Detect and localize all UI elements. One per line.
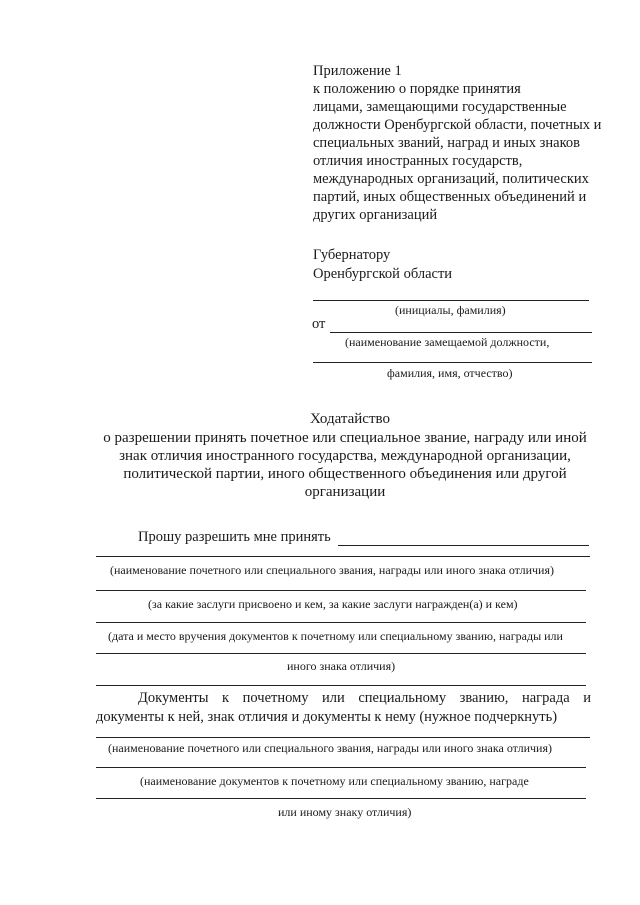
- position-caption: (наименование замещаемой должности,: [345, 335, 550, 349]
- petition-heading: Ходатайство: [310, 411, 390, 427]
- documents-word: награда: [521, 690, 570, 706]
- initials-field-line[interactable]: [313, 300, 589, 301]
- date-place-caption-continued: иного знака отличия): [287, 659, 396, 673]
- addressee-title: Губернатору: [313, 247, 391, 263]
- award-name-continued-line[interactable]: [96, 556, 590, 557]
- extra-field-line[interactable]: [96, 685, 586, 686]
- award-name-caption: (наименование почетного или специального звания, награды или иного знака отличия): [110, 563, 554, 577]
- documents-line-1: [96, 689, 591, 708]
- addressee-region: Оренбургской области: [313, 266, 453, 282]
- award-name-field-line[interactable]: [338, 545, 589, 546]
- appendix-line: международных организаций, политических: [313, 171, 589, 187]
- initials-caption: (инициалы, фамилия): [395, 303, 506, 317]
- documents-award-caption: (наименование почетного или специального звания, награды или иного знака отличия): [108, 741, 552, 755]
- request-text: Прошу разрешить мне принять: [138, 529, 331, 545]
- appendix-line: других организаций: [313, 207, 438, 223]
- documents-word: Документы: [138, 690, 209, 706]
- appendix-line: отличия иностранных государств,: [313, 153, 523, 169]
- petition-subtitle: [0, 429, 640, 501]
- petition-subtitle-line: организации: [304, 484, 386, 500]
- petition-title: [0, 410, 640, 428]
- name-caption: фамилия, имя, отчество): [387, 366, 513, 380]
- from-label: от: [312, 316, 326, 332]
- position-field-line[interactable]: [330, 332, 592, 333]
- appendix-line: специальных званий, наград и иных знаков: [313, 135, 580, 151]
- merits-field-line[interactable]: [96, 590, 586, 591]
- documents-list-caption: (наименование документов к почетному или специальному званию, награде: [140, 774, 529, 788]
- documents-word: и: [583, 690, 591, 706]
- appendix-line: партий, иных общественных объединений и: [313, 189, 587, 205]
- documents-list-caption-continued: или иному знаку отличия): [278, 805, 412, 819]
- date-place-field-line[interactable]: [96, 622, 586, 623]
- petition-subtitle-line: о разрешении принять почетное или специальное звание, награду или иной: [103, 430, 587, 446]
- documents-paragraph: [96, 689, 591, 727]
- merits-caption: (за какие заслуги присвоено и кем, за какие заслуги награжден(а) и кем): [148, 597, 518, 611]
- documents-word: почетному: [242, 690, 309, 706]
- appendix-line: Приложение 1: [313, 63, 402, 79]
- appendix-header: [313, 62, 613, 224]
- documents-word: к: [222, 690, 230, 706]
- appendix-line: к положению о порядке принятия: [313, 81, 521, 97]
- documents-line-2: документы к ней, знак отличия и документы к нему (нужное подчеркнуть): [96, 709, 558, 725]
- date-place-continued-line[interactable]: [96, 653, 586, 654]
- documents-word: специальному: [358, 690, 447, 706]
- petition-subtitle-line: политической партии, иного общественного объединения или другой: [123, 466, 567, 482]
- documents-list-field-line[interactable]: [96, 767, 586, 768]
- appendix-line: должности Оренбургской области, почетных и: [313, 117, 602, 133]
- appendix-line: лицами, замещающими государственные: [313, 99, 567, 115]
- name-field-line[interactable]: [313, 362, 592, 363]
- documents-word: или: [322, 690, 345, 706]
- petition-subtitle-line: знак отличия иностранного государства, международной организации,: [119, 448, 571, 464]
- date-place-caption: (дата и место вручения документов к почетному или специальному званию, награды или: [108, 629, 563, 643]
- addressee-block: [313, 246, 603, 284]
- documents-list-continued-line[interactable]: [96, 798, 586, 799]
- documents-award-field-line[interactable]: [96, 737, 590, 738]
- documents-word: званию,: [459, 690, 509, 706]
